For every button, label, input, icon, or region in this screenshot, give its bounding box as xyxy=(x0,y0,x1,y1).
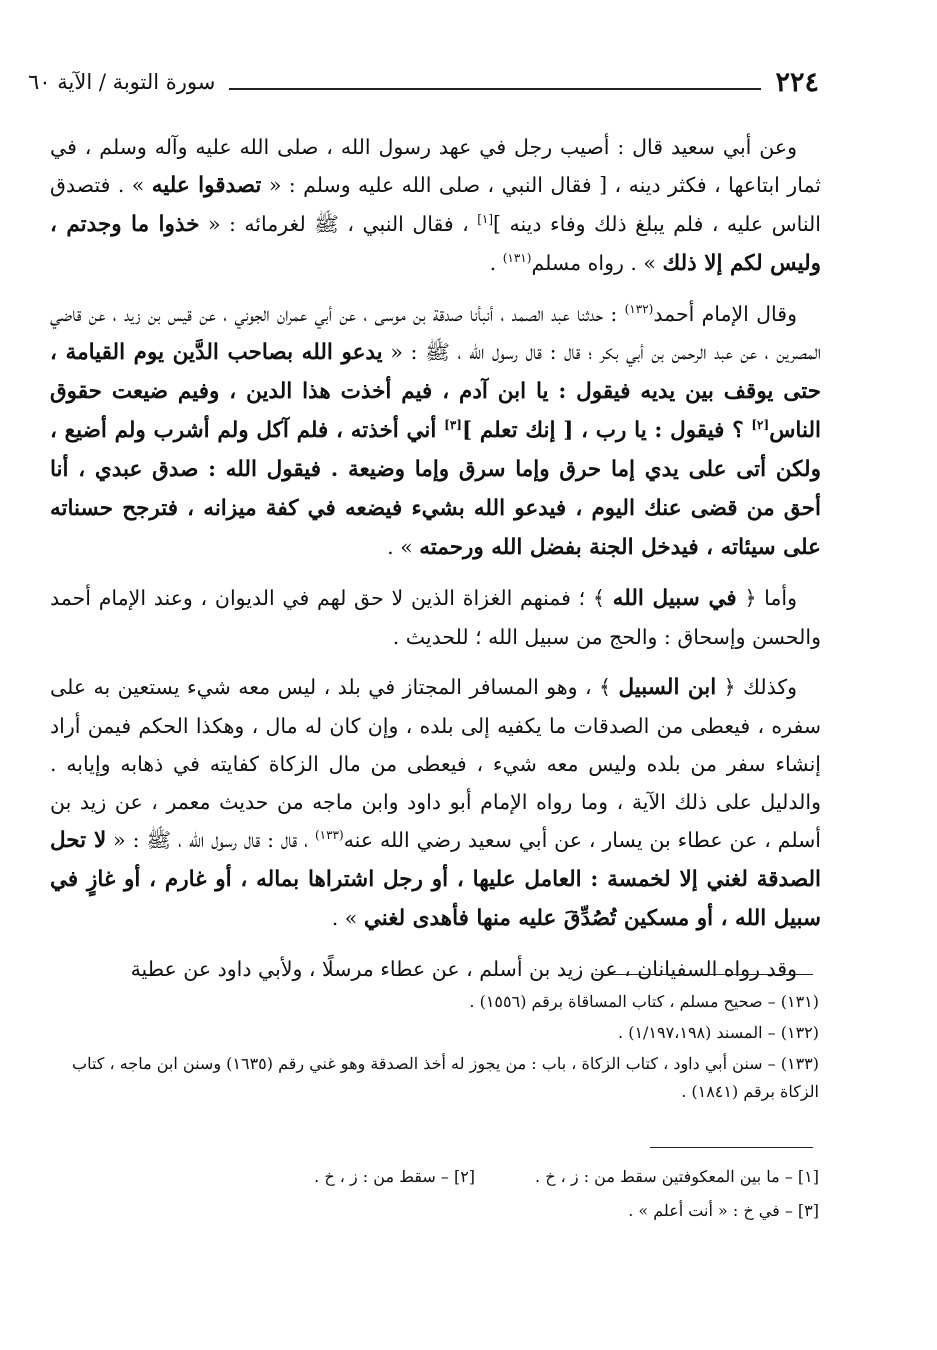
page-header xyxy=(28,62,819,102)
footnote: (١٣٣) – سنن أبي داود ، كتاب الزكاة ، باب : من يجوز له أخذ الصدقة وهو غني رقم (١٦٣٥) وسنن ابن ماجه ، كتاب الزكاة برقم (١٨٤١) . xyxy=(72,1054,819,1101)
paragraph: وكذلك ﴿ ابن السبيل ﴾ ، وهو المسافر المجتاز في بلد ، ليس معه شيء يستعين به على سفره ، فيعطى من الصدقات ما يكفيه إلى بلده ، وإن كان له مال ، وهكذا الحكم فيمن أراد إنشاء سفر من بلده وليس معه شيء ، فيعطى من مال الزكاة كفايته في ذهابه وإيابه . والدليل على ذلك الآية ، وما رواه الإمام أبو داود وابن ماجه من حديث معمر ، عن زيد بن أسلم ، عن عطاء بن يسار ، عن أبي سعيد رضي الله عنه$^{(١٣٣)}$ ، قال : قال رسول الله ، ﷺ : « لا تحل الصدقة لغني إلا لخمسة : العامل عليها ، أو رجل اشتراها بماله ، أو غارم ، أو غازٍ في سبيل الله ، أو مسكين تُصُدِّقَ عليه منها فأهدى لغني » . xyxy=(50,675,821,931)
page-number: ٢٢٤ xyxy=(775,66,819,98)
main-text xyxy=(50,128,821,1000)
manuscript-variants xyxy=(180,1160,819,1228)
footnotes xyxy=(48,988,819,1109)
header-rule xyxy=(229,88,761,90)
footnote: (١٣١) – صحيح مسلم ، كتاب المساقاة برقم (١٥٥٦) . xyxy=(469,992,819,1011)
variant-note: [٣] – في خ : « أنت أعلم » . xyxy=(628,1201,819,1220)
variants-separator xyxy=(650,1147,813,1148)
paragraph: وعن أبي سعيد قال : أصيب رجل في عهد رسول الله ، صلى الله عليه وآله وسلم ، في ثمار ابتاعها ، فكثر دينه ، [ فقال النبي ، صلى الله عليه وسلم : « تصدقوا عليه » . فتصدق الناس عليه ، فلم يبلغ ذلك وفاء دينه ][١] ، فقال النبي ، ﷺ لغرمائه : « خذوا ما وجدتم ، وليس لكم إلا ذلك » . رواه مسلم$^{(١٣١)}$ . xyxy=(50,135,822,276)
paragraph: وأما ﴿ في سبيل الله ﴾ ؛ فمنهم الغزاة الذين لا حق لهم في الديوان ، وعند الإمام أحمد والحسن وإسحاق : والحج من سبيل الله ؛ للحديث . xyxy=(50,586,821,649)
footnote-separator xyxy=(595,974,813,975)
footnote: (١٣٢) – المسند (١/١٩٧،١٩٨) . xyxy=(618,1023,819,1042)
paragraph: وقال الإمام أحمد$^{(١٣٢)}$ : حدثنا عبد الصمد ، أنبأنا صدقة بن موسى ، عن أبي عمران الجوني ، عن قيس بن زيد ، عن قاضي المصرين ، عن عبد الرحمن بن أبي بكر ؛ قال : قال رسول الله ، ﷺ : « يدعو الله بصاحب الدَّين يوم القيامة ، حتى يوقف بين يديه فيقول : يا ابن آدم ، فيم أخذت هذا الدين ، وفيم ضيعت حقوق الناس[٢] ؟ فيقول : يا رب ، [ إنك تعلم ][٣] أني أخذته ، فلم آكل ولم أشرب ولم أضيع ، ولكن أتى على يدي إما حرق وإما سرق وإما وضيعة . فيقول الله : صدق عبدي ، أنا أحق من قضى عنك اليوم ، فيدعو الله بشيء فيضعه في كفة ميزانه ، فترجح حسناته على سيئاته ، فيدخل الجنة بفضل الله ورحمته » . xyxy=(50,302,821,560)
variant-note: [٢] – سقط من : ز ، خ . xyxy=(314,1167,476,1186)
paragraph: وقد رواه السفيانان ، عن زيد بن أسلم ، عن عطاء مرسلًا ، ولأبي داود عن عطية xyxy=(130,957,797,981)
variant-note: [١] – ما بين المعكوفتين سقط من : ز ، خ . xyxy=(535,1167,819,1186)
running-title: سورة التوبة / الآية ٦٠ xyxy=(28,70,216,94)
